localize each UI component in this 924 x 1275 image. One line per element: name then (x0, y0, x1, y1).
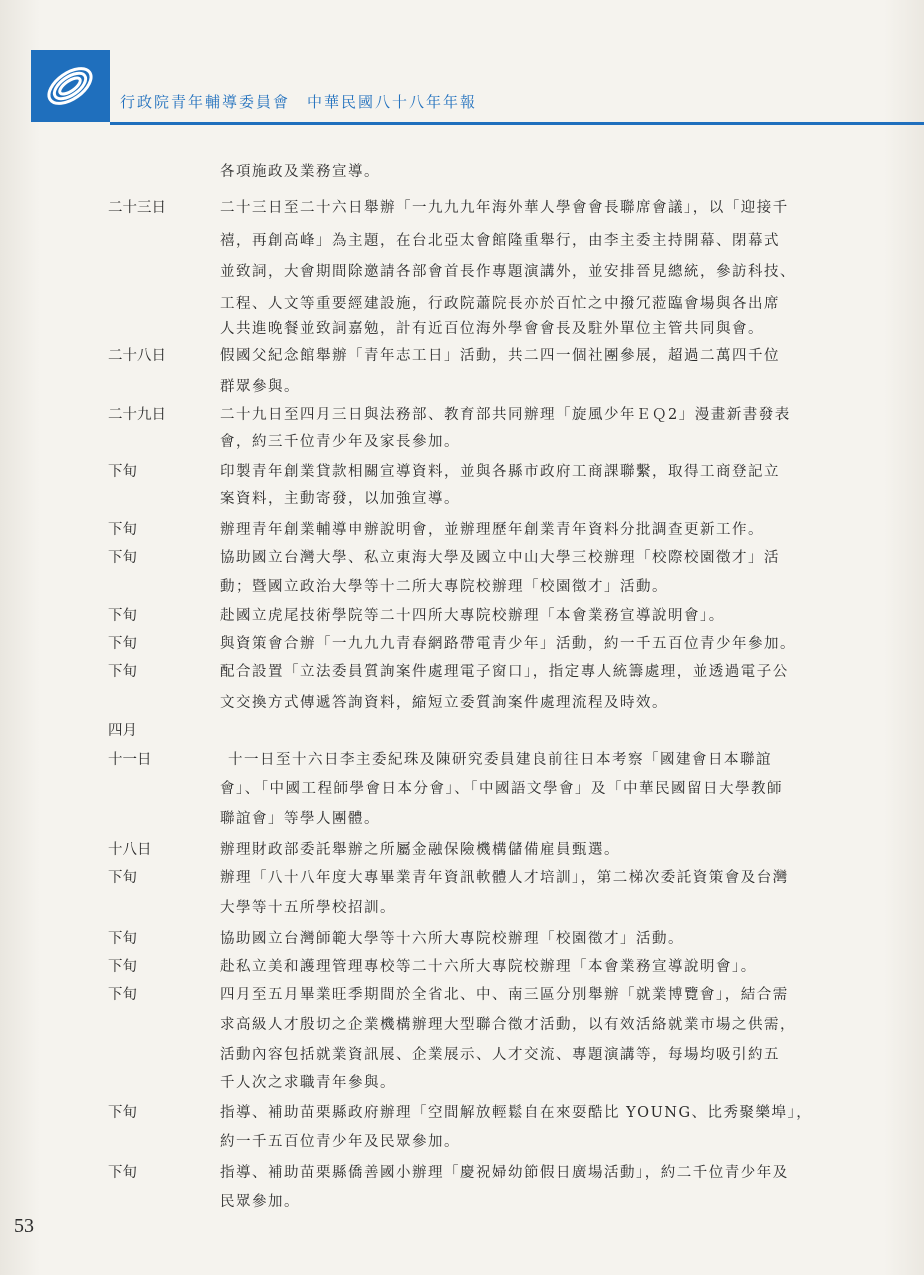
entry-date-label: 下旬 (108, 522, 137, 538)
entry-text-line: 辦理財政部委託舉辦之所屬金融保險機構儲備雇員甄選。 (220, 842, 620, 858)
entry-text-line: 會」、「中國工程師學會日本分會」、「中國語文學會」及「中華民國留日大學教師 (220, 781, 783, 797)
header-rule (110, 122, 924, 125)
entry-text-line: 指導、補助苗栗縣政府辦理「空間解放輕鬆自在來耍酷比 YOUNG、比秀聚樂埠」， (220, 1105, 813, 1121)
entry-text-line: 民眾參加。 (220, 1194, 300, 1210)
entry-text-line: 人共進晚餐並致詞嘉勉，計有近百位海外學會會長及駐外單位主管共同與會。 (220, 321, 764, 337)
entry-text-line: 配合設置「立法委員質詢案件處理電子窗口」，指定專人統籌處理，並透過電子公 (220, 664, 789, 680)
entry-text-line: 千人次之求職青年參與。 (220, 1075, 396, 1091)
entry-text-line: 四月至五月畢業旺季期間於全省北、中、南三區分別舉辦「就業博覽會」，結合需 (220, 987, 789, 1003)
entry-text-line: 協助國立台灣師範大學等十六所大專院校辦理「校園徵才」活動。 (220, 931, 684, 947)
entry-date-label: 下旬 (108, 870, 137, 886)
entry-date-label: 下旬 (108, 636, 137, 652)
entry-text-line: 二十三日至二十六日舉辦「一九九九年海外華人學會會長聯席會議」，以「迎接千 (220, 200, 789, 216)
entry-date-label: 下旬 (108, 664, 137, 680)
entry-text-line: 二十九日至四月三日與法務部、教育部共同辦理「旋風少年ＥＱ2」漫畫新書發表 (220, 407, 791, 423)
entry-text-line: 赴私立美和護理管理專校等二十六所大專院校辦理「本會業務宣導說明會」。 (220, 959, 757, 975)
entry-date-label: 下旬 (108, 1165, 137, 1181)
month-heading: 四月 (108, 723, 137, 739)
entry-text-line: 十一日至十六日李主委紀珠及陳研究委員建良前往日本考察「國建會日本聯誼 (228, 752, 772, 768)
entry-text-line: 各項施政及業務宣導。 (220, 164, 380, 180)
entry-text-line: 約一千五百位青少年及民眾參加。 (220, 1134, 460, 1150)
entry-text-line: 求高級人才殷切之企業機構辦理大型聯合徵才活動，以有效活絡就業市場之供需， (220, 1017, 796, 1033)
entry-date-label: 二十三日 (108, 200, 166, 216)
entry-text-line: 案資料，主動寄發，以加強宣導。 (220, 491, 460, 507)
entry-text-line: 並致詞，大會期間除邀請各部會首長作專題演講外，並安排晉見總統，參訪科技、 (220, 264, 796, 280)
entry-text-line: 活動內容包括就業資訊展、企業展示、人才交流、專題演講等，每場均吸引約五 (220, 1047, 780, 1063)
entry-text-line: 文交換方式傳遞答詢資料，縮短立委質詢案件處理流程及時效。 (220, 695, 668, 711)
entry-text-line: 指導、補助苗栗縣僑善國小辦理「慶祝婦幼節假日廣場活動」，約二千位青少年及 (220, 1165, 789, 1181)
entry-date-label: 下旬 (108, 550, 137, 566)
entry-text-line: 與資策會合辦「一九九九青春網路帶電青少年」活動，約一千五百位青少年參加。 (220, 636, 796, 652)
entry-date-label: 十一日 (108, 752, 152, 768)
entry-date-label: 下旬 (108, 987, 137, 1003)
entry-text-line: 辦理「八十八年度大專畢業青年資訊軟體人才培訓」，第二梯次委託資策會及台灣 (220, 870, 789, 886)
entry-text-line: 印製青年創業貸款相關宣導資料，並與各縣市政府工商課聯繫，取得工商登記立 (220, 464, 780, 480)
entry-text-line: 聯誼會」等學人團體。 (220, 811, 380, 827)
header-title: 行政院青年輔導委員會 中華民國八十八年年報 (120, 93, 478, 111)
entry-date-label: 下旬 (108, 959, 137, 975)
entry-text-line: 假國父紀念館舉辦「青年志工日」活動，共二四一個社團參展，超過二萬四千位 (220, 348, 780, 364)
entry-date-label: 下旬 (108, 931, 137, 947)
entry-text-line: 大學等十五所學校招訓。 (220, 900, 396, 916)
entry-text-line: 禧，再創高峰」為主題，在台北亞太會館隆重舉行，由李主委主持開幕、閉幕式 (220, 233, 780, 249)
entry-date-label: 下旬 (108, 1105, 137, 1121)
header-rule-left (31, 120, 110, 122)
entry-text-line: 赴國立虎尾技術學院等二十四所大專院校辦理「本會業務宣導說明會」。 (220, 608, 725, 624)
rings-logo-icon (39, 56, 101, 114)
entry-date-label: 下旬 (108, 608, 137, 624)
entry-text-line: 協助國立台灣大學、私立東海大學及國立中山大學三校辦理「校際校園徵才」活 (220, 550, 780, 566)
entry-text-line: 動；暨國立政治大學等十二所大專院校辦理「校園徵才」活動。 (220, 579, 668, 595)
entry-text-line: 會，約三千位青少年及家長參加。 (220, 434, 460, 450)
entry-text-line: 辦理青年創業輔導申辦說明會，並辦理歷年創業青年資料分批調查更新工作。 (220, 522, 764, 538)
page-number: 53 (14, 1215, 34, 1237)
entry-text-line: 群眾參與。 (220, 379, 300, 395)
entry-text-line: 工程、人文等重要經建設施，行政院蕭院長亦於百忙之中撥冗蒞臨會場與各出席 (220, 296, 780, 312)
entry-date-label: 下旬 (108, 464, 137, 480)
entry-date-label: 二十九日 (108, 407, 166, 423)
entry-date-label: 十八日 (108, 842, 152, 858)
entry-date-label: 二十八日 (108, 348, 166, 364)
organization-logo (31, 50, 110, 120)
